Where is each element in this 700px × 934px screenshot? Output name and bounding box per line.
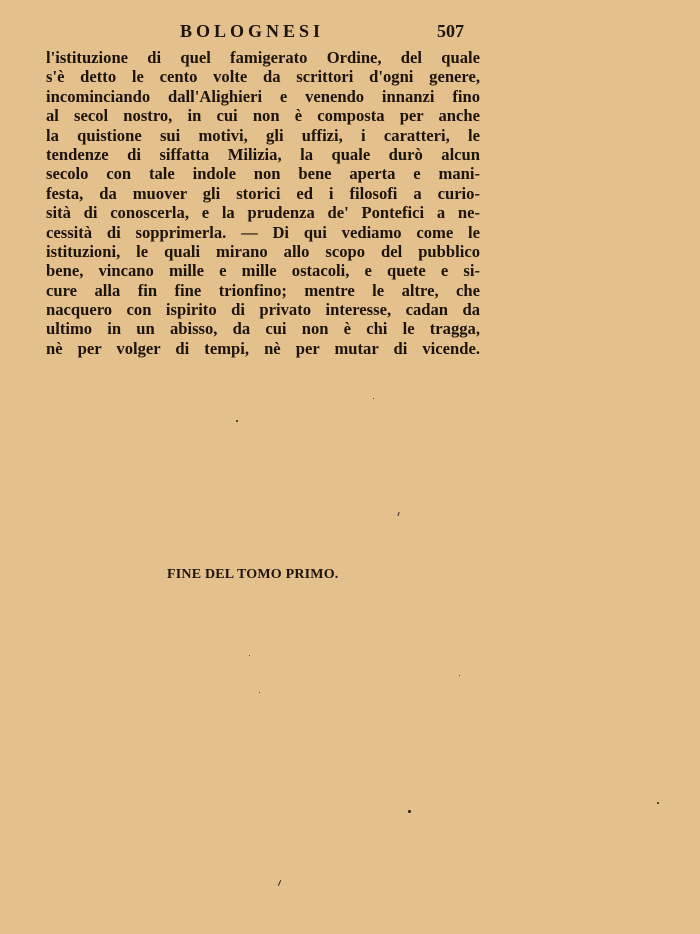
- scan-speck: [373, 398, 374, 399]
- text-line: istituzioni, le quali mirano allo scopo del pubblico: [46, 241, 480, 261]
- running-head: [46, 18, 480, 44]
- body-paragraph: [46, 48, 480, 358]
- text-line: festa, da muover gli storici ed i filosofi a curio-: [46, 183, 480, 203]
- text-line: la quistione sui motivi, gli uffizi, i caratteri, le: [46, 125, 480, 145]
- page-number: 507: [437, 21, 464, 41]
- text-line: s'è detto le cento volte da scrittori d'ogni genere,: [46, 67, 480, 87]
- scan-speck: [278, 880, 281, 886]
- text-line: sità di conoscerla, e la prudenza de' Pontefici a ne-: [46, 203, 480, 223]
- text-line: l'istituzione di quel famigerato Ordine, del quale: [46, 48, 480, 67]
- scan-speck: [249, 655, 250, 656]
- text-line: secolo con tale indole non bene aperta e mani-: [46, 164, 480, 184]
- scan-speck: [657, 802, 659, 804]
- text-line: cessità di sopprimerla. — Di qui vediamo come le: [46, 222, 480, 242]
- text-line: nacquero con ispirito di privato interesse, cadan da: [46, 300, 480, 320]
- scan-speck: [459, 675, 460, 676]
- text-line: ultimo in un abisso, da cui non è chi le tragga,: [46, 319, 480, 339]
- text-line: nè per volger di tempi, nè per mutar di vicende.: [46, 338, 480, 358]
- text-line: cure alla fin fine trionfino; mentre le altre, che: [46, 280, 480, 300]
- running-title: BOLOGNESI: [180, 21, 325, 41]
- text-line: al secol nostro, in cui non è composta per anche: [46, 106, 480, 126]
- scan-speck: [236, 420, 238, 422]
- text-line: bene, vincano mille e mille ostacoli, e quete e si-: [46, 261, 480, 281]
- text-line: incominciando dall'Alighieri e venendo innanzi fino: [46, 86, 480, 106]
- text-line: tendenze di siffatta Milizia, la quale durò alcun: [46, 144, 480, 164]
- end-of-volume-note: FINE DEL TOMO PRIMO.: [167, 567, 339, 582]
- scan-speck: [397, 512, 399, 516]
- scan-speck: [408, 810, 411, 813]
- scan-speck: [259, 692, 260, 693]
